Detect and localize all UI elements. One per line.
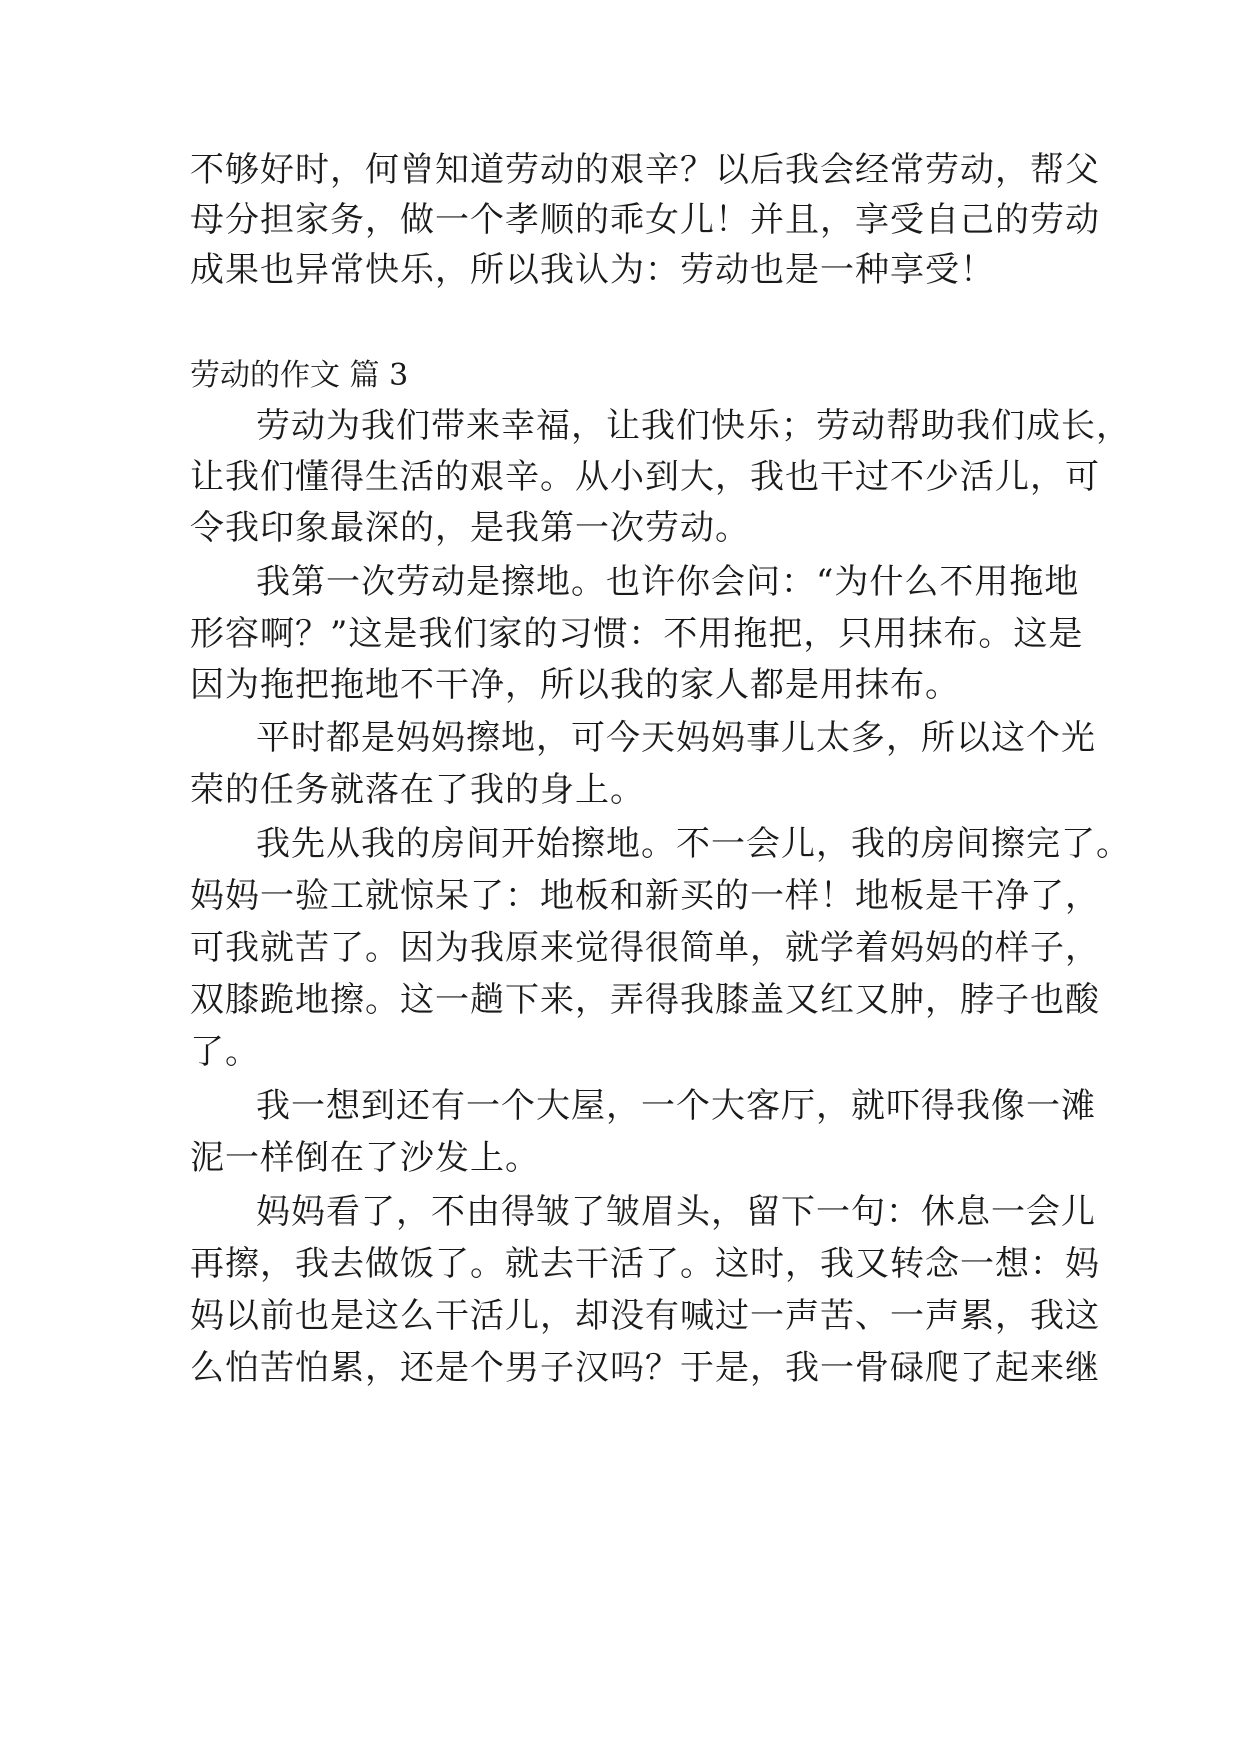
- paragraph-line: 我先从我的房间开始擦地。不一会儿，我的房间擦完了。: [256, 824, 1131, 864]
- paragraph-line: 成果也异常快乐，所以我认为：劳动也是一种享受！: [190, 250, 995, 290]
- paragraph-line: 妈妈看了，不由得皱了皱眉头，留下一句：休息一会儿: [256, 1192, 1096, 1232]
- paragraph-line: 因为拖把拖地不干净，所以我的家人都是用抹布。: [190, 665, 960, 705]
- paragraph-line: 我一想到还有一个大屋，一个大客厅，就吓得我像一滩: [256, 1086, 1096, 1126]
- paragraph-line: 再擦，我去做饭了。就去干活了。这时，我又转念一想：妈: [190, 1244, 1100, 1284]
- paragraph-line: 形容啊？”这是我们家的习惯：不用拖把，只用抹布。这是: [190, 614, 1084, 654]
- section-title: 劳动的作文 篇 3: [190, 358, 409, 393]
- paragraph-line: 双膝跪地擦。这一趟下来，弄得我膝盖又红又肿，脖子也酸: [190, 980, 1100, 1020]
- paragraph-line: 泥一样倒在了沙发上。: [190, 1138, 540, 1178]
- paragraph-line: 么怕苦怕累，还是个男子汉吗？于是，我一骨碌爬了起来继: [190, 1348, 1100, 1388]
- paragraph-line: 了。: [190, 1032, 260, 1072]
- paragraph-line: 妈妈一验工就惊呆了：地板和新买的一样！地板是干净了，: [190, 876, 1100, 916]
- paragraph-line: 令我印象最深的，是我第一次劳动。: [190, 508, 750, 548]
- paragraph-line: 平时都是妈妈擦地，可今天妈妈事儿太多，所以这个光: [256, 718, 1096, 758]
- paragraph-line: 可我就苦了。因为我原来觉得很简单，就学着妈妈的样子，: [190, 928, 1100, 968]
- paragraph-line: 母分担家务，做一个孝顺的乖女儿！并且，享受自己的劳动: [190, 200, 1100, 240]
- paragraph-line: 我第一次劳动是擦地。也许你会问：“为什么不用拖地: [256, 562, 1080, 602]
- paragraph-line: 不够好时，何曾知道劳动的艰辛？以后我会经常劳动，帮父: [190, 150, 1100, 190]
- paragraph-line: 让我们懂得生活的艰辛。从小到大，我也干过不少活儿，可: [190, 457, 1100, 497]
- paragraph-line: 荣的任务就落在了我的身上。: [190, 770, 645, 810]
- paragraph-line: 妈以前也是这么干活儿，却没有喊过一声苦、一声累，我这: [190, 1296, 1100, 1336]
- paragraph-line: 劳动为我们带来幸福，让我们快乐；劳动帮助我们成长，: [256, 406, 1131, 446]
